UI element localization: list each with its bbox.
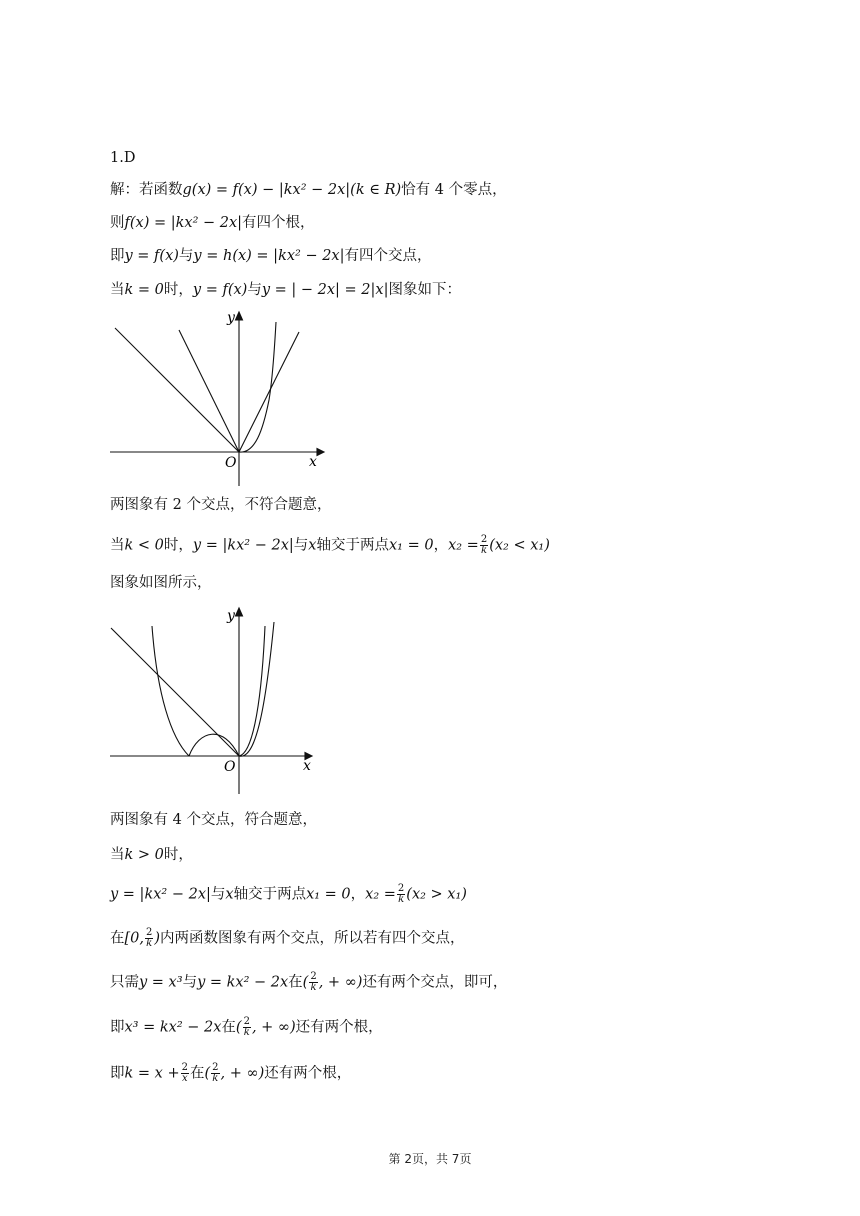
figure-1-graph: [105, 308, 330, 490]
fig1-line-positive: [239, 332, 299, 452]
solution-line-10: y = |kx² − 2x|与x轴交于两点x₁ = 0，x₂ = $\frac{2}{k}$ (x₂ > x₁): [110, 883, 467, 905]
solution-line-5: 两图象有 2 个交点，不符合题意，: [110, 497, 332, 513]
fig1-origin-label: O: [225, 455, 237, 471]
fig1-x-label: x: [309, 454, 317, 470]
solution-line-12: 只需y = x³与y = kx² − 2x在( $\frac{2}{k}$ , + ∞)还有两个交点，即可，: [110, 971, 508, 993]
fig2-arc-middle: [189, 734, 239, 756]
fig2-y-arrow: [236, 608, 243, 616]
figure-2-graph: [105, 604, 330, 798]
solution-line-11: 在[0, $\frac{2}{k}$ )内两函数图象有两个交点，所以若有四个交点，: [110, 927, 465, 949]
solution-line-6: 当k < 0时，y = |kx² − 2x|与x轴交于两点x₁ = 0，x₂ = $\frac{2}{k}$ (x₂ < x₁): [110, 534, 550, 556]
fig2-parabola-left: [152, 626, 189, 756]
solution-line-9: 当k > 0时，: [110, 847, 193, 863]
solution-line-3: 即y = f(x)与y = h(x) = |kx² − 2x|有四个交点，: [110, 248, 432, 264]
fig2-origin-label: O: [224, 759, 236, 775]
fig1-line-steep: [179, 330, 239, 452]
fig2-parabola-right: [239, 626, 265, 756]
answer-label: 1.D: [110, 150, 136, 166]
solution-line-2: 则f(x) = |kx² − 2x|有四个根，: [110, 215, 315, 231]
solution-line-4: 当k = 0时，y = f(x)与y = | − 2x| = 2|x|图象如下：: [110, 282, 461, 298]
fig1-y-label: y: [227, 310, 235, 326]
solution-line-8: 两图象有 4 个交点，符合题意，: [110, 812, 317, 828]
fig2-line: [111, 628, 239, 756]
fig2-cubic-curve: [239, 622, 274, 756]
fig1-cubic-curve: [239, 322, 276, 452]
solution-line-13: 即x³ = kx² − 2x在( $\frac{2}{k}$ , + ∞)还有两个根，: [110, 1016, 383, 1038]
solution-line-1: 解：若函数g(x) = f(x) − |kx² − 2x|(k ∈ R)恰有 4 个零点，: [110, 182, 507, 198]
fig1-x-arrow: [317, 449, 324, 456]
solution-line-7: 图象如图所示，: [110, 575, 212, 591]
fig1-line-shallow: [115, 328, 239, 452]
fig1-y-arrow: [236, 312, 243, 320]
page-footer: 第 2页，共 7页: [388, 1152, 472, 1166]
fig2-y-label: y: [227, 608, 235, 624]
fig2-x-label: x: [303, 758, 311, 774]
solution-line-14: 即k = x + $\frac{2}{x}$ 在( $\frac{2}{k}$ , + ∞)还有两个根，: [110, 1062, 352, 1084]
